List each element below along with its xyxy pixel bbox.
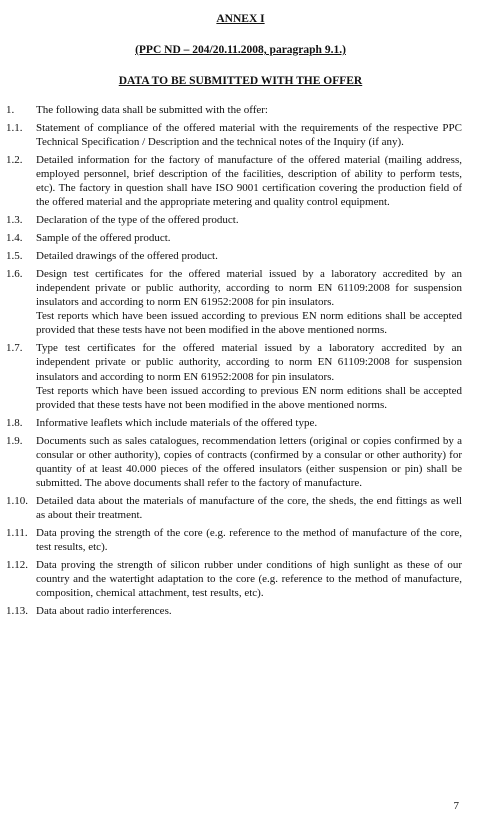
item-paragraph: Test reports which have been issued according to previous EN norm editions shall be accepted provided that these tests have not been modified in the above mentioned norms. [36, 310, 462, 337]
item-paragraph: Design test certificates for the offered material issued by a laboratory accredited by an independent private or public authority, according to norm EN 61109:2008 for suspension insulators and according to norm EN 61952:2008 for pin insulators. [36, 267, 462, 308]
item-number: 1.11. [6, 527, 28, 540]
item-text [36, 213, 462, 227]
item-number: 1.6. [6, 267, 23, 280]
item-text [36, 231, 462, 245]
item-paragraph: Informative leaflets which include materials of the offered type. [36, 416, 318, 429]
item-text [36, 494, 462, 522]
item-number: 1.3. [6, 214, 23, 227]
list-item [6, 153, 462, 210]
item-number: 1.13. [6, 605, 28, 618]
item-number: 1.4. [6, 232, 23, 244]
list-item [6, 494, 462, 522]
item-number: 1. [6, 104, 15, 116]
item-number: 1.2. [6, 153, 23, 166]
item-text [36, 153, 462, 210]
list-item [6, 103, 462, 117]
item-number: 1.10. [6, 495, 28, 508]
item-text [36, 558, 462, 601]
item-text [36, 341, 462, 412]
list-item [6, 604, 462, 618]
item-paragraph: Test reports which have been issued according to previous EN norm editions shall be accepted provided that these tests have not been modified in the above mentioned norms. [36, 384, 462, 412]
item-text [36, 267, 462, 338]
item-paragraph: Data proving the strength of the core (e.g. reference to the method of manufacture of the core, test results, etc). [36, 527, 462, 554]
item-text [36, 103, 462, 117]
item-text [36, 249, 462, 263]
list-item [6, 341, 462, 412]
item-number: 1.12. [6, 559, 28, 572]
item-text [36, 526, 462, 554]
item-paragraph: Documents such as sales catalogues, recommendation letters (original or copies confirmed by a consular or other authority), copies of contracts (confirmed by a consular or other authority) for quantity of at least 40.000 pieces of the offered insulators (either suspension or pin) shall be submitted. The above documents shall refer to the factory of manufacture. [36, 434, 462, 490]
item-paragraph: Detailed data about the materials of manufacture of the core, the sheds, the end fittings as well as about their treatment. [36, 495, 462, 522]
item-number: 1.5. [6, 249, 23, 262]
item-number: 1.9. [6, 434, 23, 447]
annex-title: ANNEX I [216, 13, 265, 25]
item-paragraph: Sample of the offered product. [36, 232, 171, 244]
list-item [6, 267, 462, 338]
item-number: 1.1. [6, 121, 23, 134]
item-text [36, 604, 462, 618]
item-paragraph: Statement of compliance of the offered material with the requirements of the respective PPC Technical Specification / Description and the technical notes of the Inquiry (if any). [36, 121, 462, 148]
item-paragraph: Data proving the strength of silicon rubber under conditions of high sunlight as these of our country and the watertight adaptation to the core (e.g. reference to the method of manufacture, composition, chemical attachment, test results, etc). [36, 559, 462, 600]
item-paragraph: Declaration of the type of the offered product. [36, 214, 239, 227]
list-item [6, 121, 462, 149]
list-item [6, 434, 462, 491]
reference-line: (PPC ND – 204/20.11.2008, paragraph 9.1.) [135, 44, 346, 56]
item-paragraph: Detailed drawings of the offered product. [36, 249, 218, 262]
page-number: 7 [453, 800, 459, 812]
item-number: 1.8. [6, 416, 23, 429]
list-item [6, 416, 462, 430]
item-text [36, 416, 462, 430]
list-item [6, 213, 462, 227]
item-text [36, 121, 462, 149]
requirements-list [6, 103, 462, 622]
item-text [36, 434, 462, 491]
list-item [6, 249, 462, 263]
list-item [6, 558, 462, 601]
item-paragraph: Detailed information for the factory of manufacture of the offered material (mailing address, employed personnel, brief description of the facilities, description of ability to perform tests, etc). The factory in question shall have ISO 9001 certification covering the production field of the offered material and the appropriate metering and quality control equipment. [36, 153, 462, 209]
item-paragraph: The following data shall be submitted with the offer: [36, 104, 268, 116]
list-item [6, 231, 462, 245]
item-paragraph: Data about radio interferences. [36, 605, 172, 618]
list-item [6, 526, 462, 554]
section-title: DATA TO BE SUBMITTED WITH THE OFFER [118, 75, 363, 87]
item-paragraph: Type test certificates for the offered material issued by a laboratory accredited by an independent private or public authority, according to norm EN 61109:2008 for suspension insulators and according to norm EN 61952:2008 for pin insulators. [36, 342, 462, 383]
item-number: 1.7. [6, 342, 23, 355]
